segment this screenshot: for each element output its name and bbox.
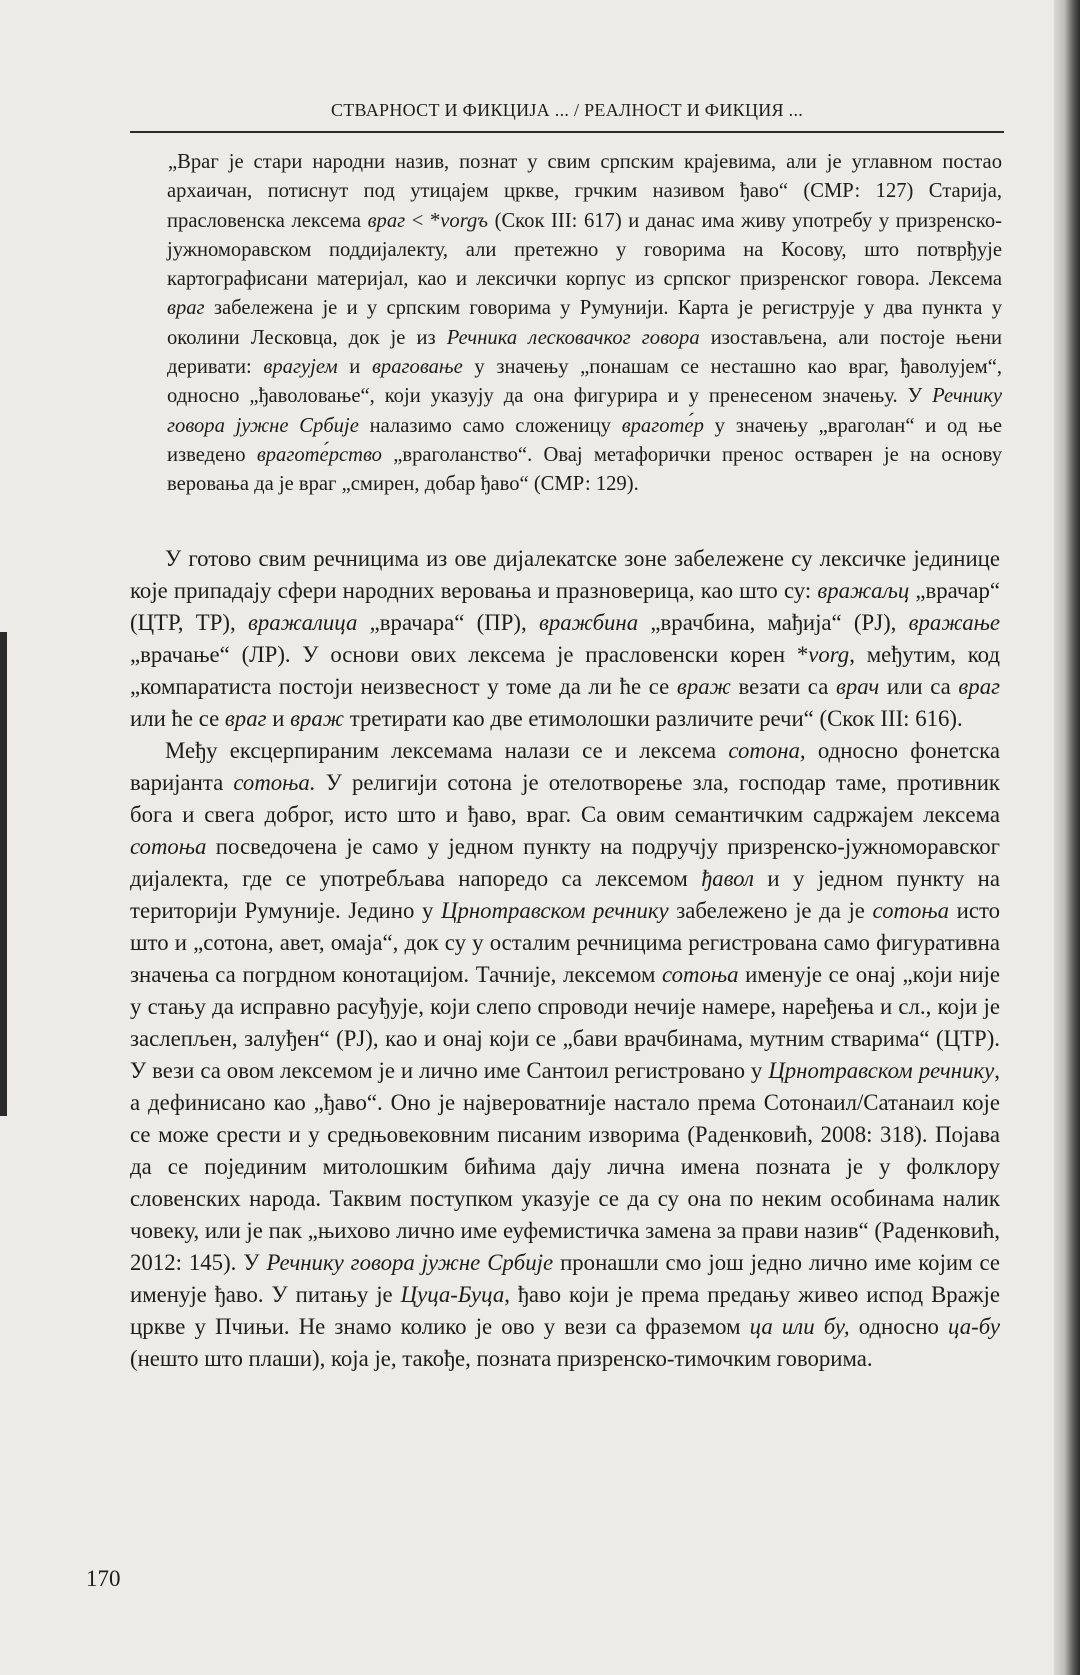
italic-term: враготе́рство: [256, 443, 382, 466]
italic-term: Црнотравском речнику: [441, 898, 669, 923]
paragraph: [130, 735, 1000, 1375]
italic-term: вражбина: [538, 610, 639, 635]
italic-term: враг: [224, 706, 267, 731]
text-run: или ће се: [130, 706, 225, 731]
italic-term: ђавол: [701, 866, 754, 891]
text-run: у значењу „понашам се несташно као враг, ђаволујем“, односно „ђаволовање“, који указују да она фигурира и у пренесеном значењу. У: [167, 356, 1002, 408]
text-run: (нешто што плаши), која је, такође, позната призренско-тимочким говорима.: [130, 1346, 873, 1371]
binding-margin-mark: [0, 632, 7, 1116]
italic-term: сотона,: [728, 738, 806, 763]
text-run: пронашли смо још једно лично име којим се именује ђаво. У питању је: [130, 1250, 1000, 1307]
italic-term: враг: [167, 297, 205, 320]
italic-term: сотоња: [130, 834, 207, 859]
header-rule: [130, 131, 1004, 133]
text-run: или са: [879, 674, 959, 699]
italic-term: врагујем: [263, 356, 338, 379]
italic-term: вражалица: [247, 610, 358, 635]
text-run: У готово свим речницима из ове дијалекатске зоне забележене су лексичке јединице које припадају сфери народних веровања и празноверица, као што су:: [130, 546, 1000, 603]
text-run: (Скок III: 617) и данас има живу употребу у призренско-јужноморавском поддијалекту, али претежно у говорима на Косову, што потврђује картографисани материјал, као и лексички корпус из српског призренског говора. Лексема: [167, 209, 1002, 291]
page-number: 170: [86, 1566, 121, 1591]
text-run: Међу ексцерпираним лексемама налази се и лексема: [165, 738, 729, 763]
text-run: „Враг је стари народни назив, познат у свим српским крајевима, али је углавном постао архаичан, потиснут под утицајем цркве, грчким називом ђаво“ (СМР: 127) Старија, прасловенска лексема: [167, 151, 1002, 232]
text-run: третирати као две етимолошки различите речи“ (Скок III: 616).: [344, 706, 963, 731]
text-run: забележена је и у српским говорима у Румунији. Карта је региструје у два пункта у околини Лесковца, док је из: [167, 297, 1002, 349]
italic-term: вражаљц: [817, 578, 910, 603]
text-run: односно: [849, 1314, 949, 1339]
italic-term: Црнотравском речнику: [768, 1058, 995, 1083]
text-run: и у једном пункту на територији Румуније. Једино у: [130, 866, 1000, 923]
text-run: у значењу „враголан“ и од ње изведено: [167, 414, 1003, 466]
text-run: „врачање“ (ЛР). У основи ових лексема је прасловенски корен *: [130, 642, 809, 667]
running-head: СТВАРНОСТ И ФИКЦИЈА ... / РЕАЛНОСТ И ФИКЦИЯ ...: [330, 100, 804, 120]
italic-term: ца-бу: [948, 1314, 1000, 1339]
text-run: и: [337, 356, 372, 379]
text-run: „враголанство“. Овај метафорички пренос остварен је на основу веровања да је враг „смирен, добар ђаво“ (СМР: 129).: [167, 443, 1003, 496]
page-edge-shadow: [1054, 0, 1080, 1675]
text-run: везати са: [730, 674, 836, 699]
text-run: „врачар“ (ЦТР, ТР),: [130, 578, 1000, 635]
italic-term: враг: [367, 209, 406, 232]
italic-term: сотоња: [662, 962, 739, 987]
paragraph: [130, 543, 1000, 735]
text-run: , међутим, код „компаратиста постоји неизвесност у томе да ли ће се: [130, 642, 1000, 699]
text-run: налазимо само сложеницу: [358, 414, 622, 437]
italic-term: vorgъ: [440, 209, 488, 232]
text-run: , ђаво који је према предању живео испод Вражје цркве у Пчињи. Не знамо колико је ово у вези са фраземом: [130, 1282, 1001, 1339]
italic-term: Речнику говора јужне Србије: [266, 1250, 554, 1275]
text-run: „врачара“ (ПР),: [357, 610, 539, 635]
italic-term: Речнику говора јужне Србије: [167, 385, 1002, 437]
text-run: исто што и „сотона, авет, омаја“, док су у осталим речницима регистрована само фигуративна значења са погрдном конотацијом. Тачније, лексемом: [130, 898, 1000, 987]
body-text: [130, 543, 1000, 1375]
text-run: посведочена је само у једном пункту на подручју призренско-јужноморавског дијалекта, где се употребљава напоредо са лексемом: [130, 834, 1000, 891]
text-run: именује се онај „који није у стању да исправно расуђује, који слепо спроводи нечије намере, наређења и сл., који је заслепљен, залуђен“ (РЈ), као и онај који се „бави врачбинама, мутним стварима“ (ЦТР). У вези са овом лексемом је и лично име Сантоил регистровано у: [130, 962, 1000, 1083]
block-quote: [167, 148, 1002, 500]
italic-term: враговање: [371, 356, 463, 379]
italic-term: сотоња.: [233, 770, 316, 795]
italic-term: vorg: [808, 642, 850, 667]
italic-term: вражање: [908, 610, 1000, 635]
italic-term: врач: [835, 674, 880, 699]
text-run: и: [266, 706, 291, 731]
text-run: забележено је да је: [668, 898, 873, 923]
text-run: У религији сотона је отелотворење зла, господар таме, противник бога и свега доброг, исто што и ђаво, враг. Са овим семантичким садржајем лексема: [130, 770, 1000, 827]
italic-term: враг: [958, 674, 1000, 699]
italic-term: враготе́р: [621, 414, 704, 437]
italic-term: сотоња: [872, 898, 949, 923]
text-run: , а дефинисано као „ђаво“. Оно је највероватније настало према Сотонаил/Сатанаил које се може срести и у средњовековним писаним изворима (Раденковић, 2008: 318). Појава да се појединим митолошким бићима дају лична имена позната је у фолклору словенских народа. Таквим поступком указује се да су она по неким особинама налик човеку, или је пак „њихово лично име еуфемистичка замена за прави назив“ (Раденковић, 2012: 145). У: [130, 1058, 1000, 1275]
italic-term: враж: [676, 674, 731, 699]
text-run: односно фонетска варијанта: [130, 738, 1000, 795]
text-run: изостављена, али постоје њени деривати:: [167, 326, 1003, 379]
text-run: „врачбина, мађија“ (РЈ),: [638, 610, 909, 635]
text-run: < *: [405, 209, 441, 232]
italic-term: ца или бу,: [749, 1314, 850, 1339]
italic-term: Речника лесковачког говора: [446, 326, 700, 349]
italic-term: враж: [290, 706, 345, 731]
italic-term: Цуца-Буца: [400, 1282, 505, 1307]
